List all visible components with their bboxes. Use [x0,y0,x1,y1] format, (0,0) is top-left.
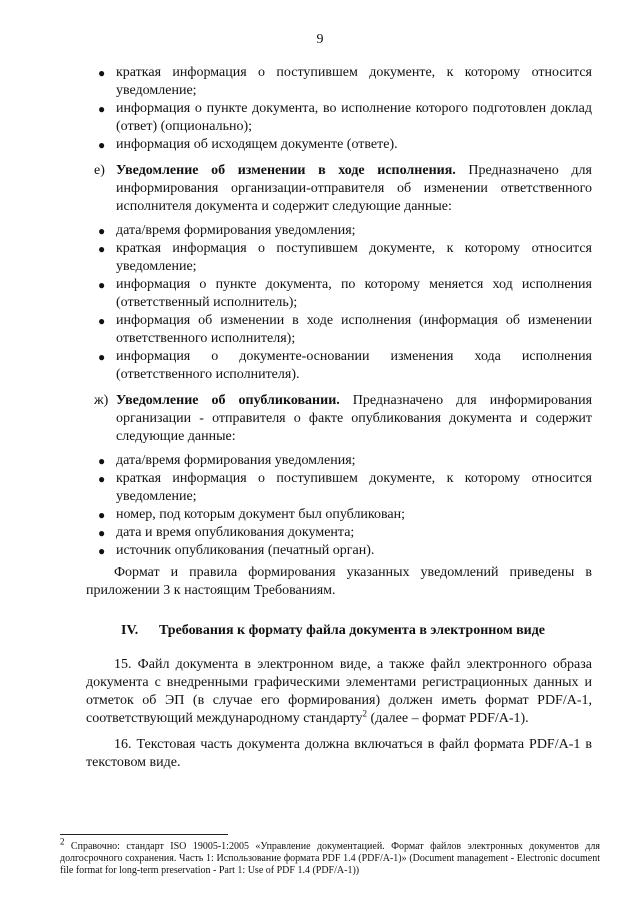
list-item: ● краткая информация о поступившем документе, к которому относится уведомление; [98,241,592,274]
bullet-icon: ● [98,454,106,468]
footnote [60,836,600,877]
bullet-icon: ● [98,138,106,152]
page-number: 9 [316,32,324,47]
item-e-bullet-list [86,222,592,384]
list-item: ● номер, под которым документ был опубликован; [98,507,406,522]
item-zh-bullet-list [86,452,592,560]
bullet-icon: ● [98,508,106,522]
section-number: IV. [121,623,139,638]
item-e [86,162,592,216]
item-zh [86,392,592,446]
list-item: ● информация о пункте документа, по которому меняется ход исполнения (ответственный исполнитель); [98,277,592,310]
item-e-title: Уведомление об изменении в ходе исполнения. [116,163,456,178]
bullet-icon: ● [98,224,106,238]
list-item: ● источник опубликования (печатный орган). [98,543,375,558]
bullet-icon: ● [98,472,106,486]
list-item: ● дата/время формирования уведомления; [98,453,356,468]
list-item: ● информация об изменении в ходе исполнения (информация об изменении ответственного исполнителя); [98,313,592,346]
list-item: ● дата/время формирования уведомления; [98,223,356,238]
section-heading [86,622,592,640]
paragraph-16: 16. Текстовая часть документа должна включаться в файл формата PDF/A-1 в текстовом виде. [86,737,592,770]
bullet-icon: ● [98,314,106,328]
item-zh-title: Уведомление об опубликовании. [116,393,340,408]
footnote-divider [60,834,228,835]
bullet-icon: ● [98,102,106,116]
bullet-icon: ● [98,544,106,558]
bullet-icon: ● [98,66,106,80]
list-item: ● краткая информация о поступившем документе, к которому относится уведомление; [98,65,592,98]
list-item: ● информация о документе-основании изменения хода исполнения (ответственного исполнителя). [98,349,592,382]
footnote-mark: 2 [60,836,65,847]
top-bullet-list [86,64,592,154]
bullet-icon: ● [98,278,106,292]
footnote-ref: 2 [362,708,368,719]
bullet-icon: ● [98,242,106,256]
bullet-icon: ● [98,350,106,364]
item-e-text: Предназначено для информирования организации-отправителя об изменении ответственного исполнителя документа и содержит следующие данные: [116,163,592,214]
format-paragraph: Формат и правила формирования указанных уведомлений приведены в приложении 3 к настоящим Требованиям. [86,565,592,598]
section-title: Требования к формату файла документа в электронном виде [159,623,546,638]
item-zh-marker: ж) [94,393,109,408]
footnote-text: Справочно: стандарт ISO 19005-1:2005 «Управление документацией. Формат файлов электронных документов для долгосрочного сохранения. Часть 1: Использование формата PDF 1.4 (PDF/A-1)» (Document management - Electronic document file format for long-term preservation - Part 1: Use of PDF 1.4 (PDF/A-1)) [60,841,600,876]
item-e-marker: е) [94,163,105,178]
list-item: ● краткая информация о поступившем документе, к которому относится уведомление; [98,471,592,504]
list-item: ● информация о пункте документа, во исполнение которого подготовлен доклад (ответ) (опционально); [98,101,592,134]
list-item: ● дата и время опубликования документа; [98,525,355,540]
bullet-icon: ● [98,526,106,540]
list-item: ● информация об исходящем документе (ответе). [98,137,398,152]
item-zh-text: Предназначено для информирования организации - отправителя о факте опубликования документа и содержит следующие данные: [116,393,593,444]
paragraph-15: 15. Файл документа в электронном виде, а также файл электронного образа документа с внедренными графическими элементами регистрационных данных и отметок об ЭП (в случае его формирования) должен иметь формат PDF/A-1, соответствующий международному стандарту$^2$ (далее – формат PDF/A-1). [86,657,592,726]
page-content [86,64,592,772]
